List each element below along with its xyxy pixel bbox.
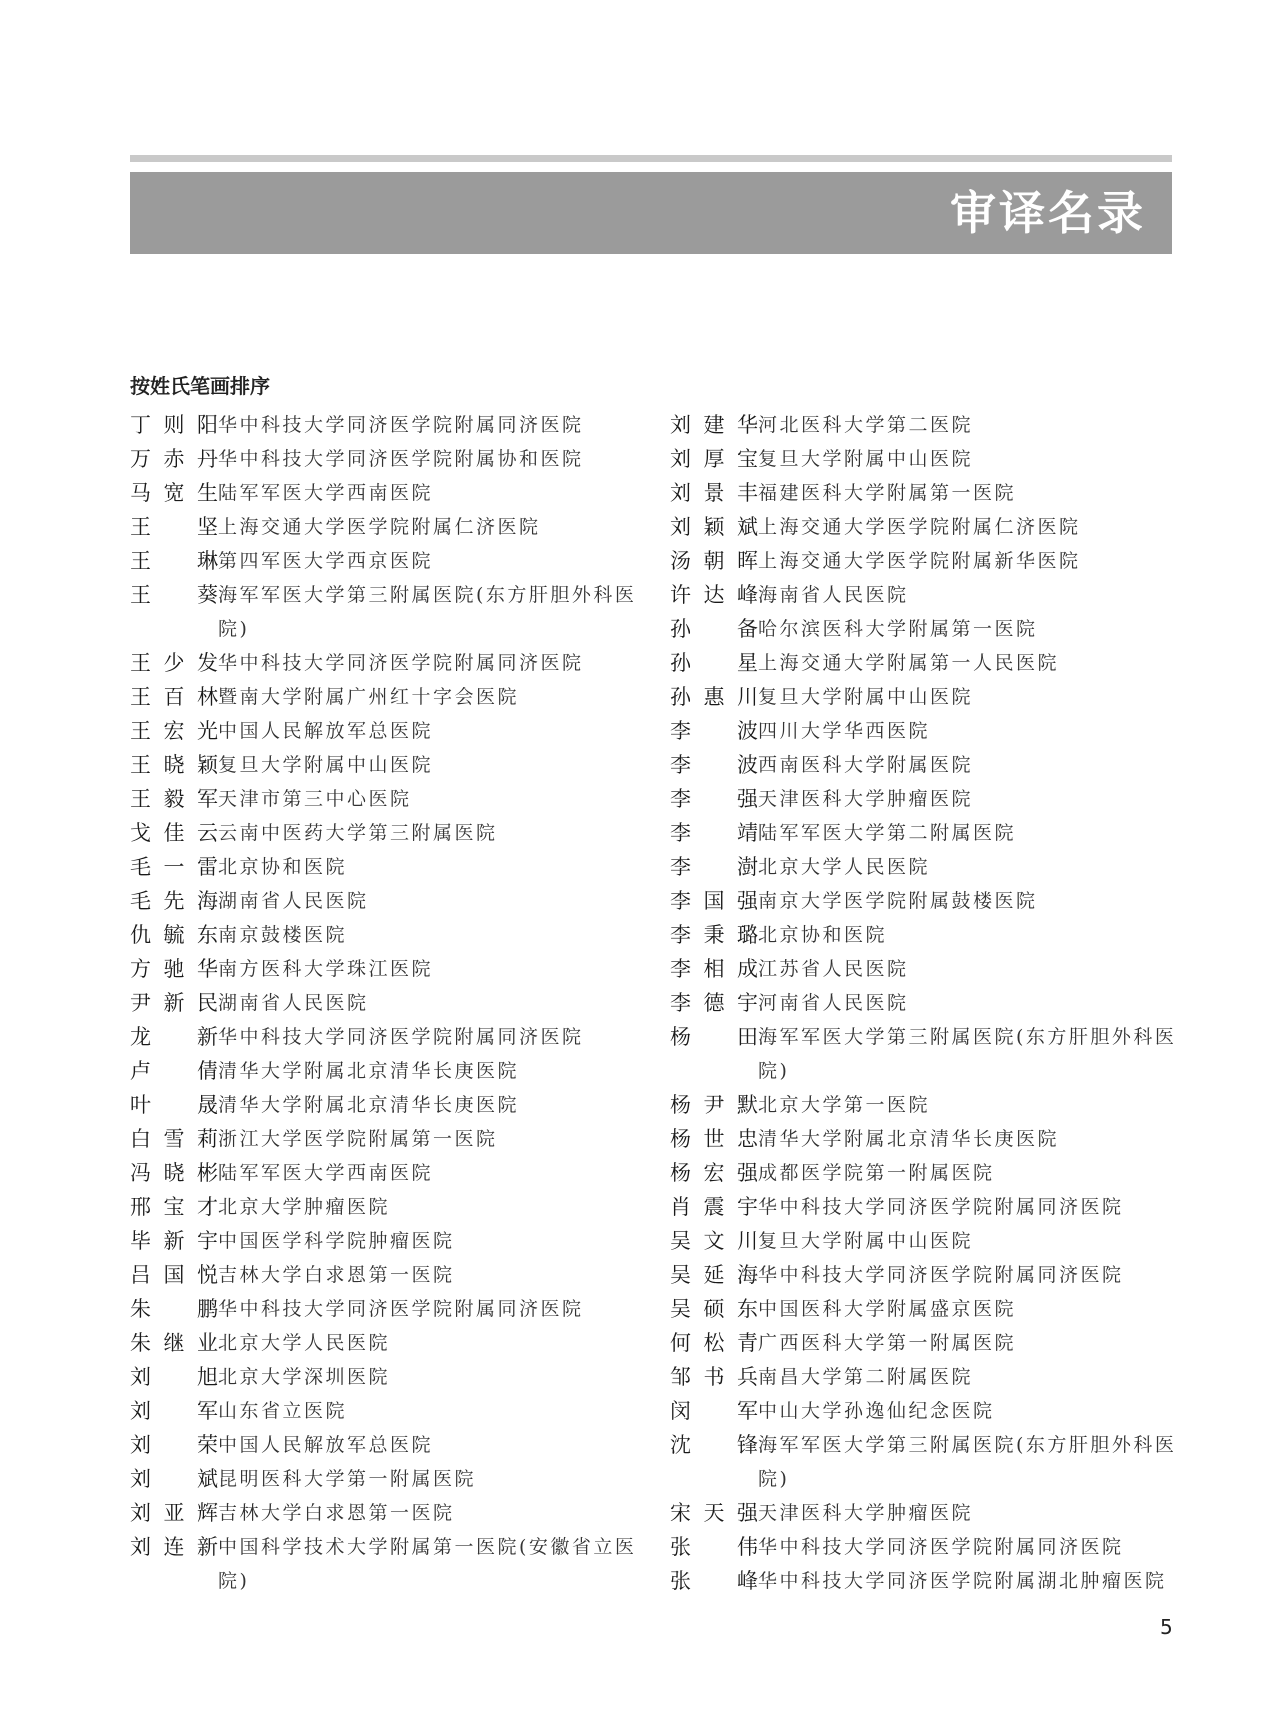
reviewer-entry: [670, 714, 1180, 748]
reviewer-affiliation: 福建医科大学附属第一医院: [758, 482, 1017, 504]
reviewer-entry: [670, 680, 1180, 714]
reviewer-affiliation: 北京大学肿瘤医院: [218, 1196, 391, 1218]
reviewer-affiliation: 哈尔滨医科大学附属第一医院: [758, 618, 1038, 640]
reviewer-entry: [130, 1088, 640, 1122]
reviewer-name: 孙 星: [670, 651, 758, 675]
reviewer-entry: [130, 918, 640, 952]
reviewer-affiliation: 山东省立医院: [218, 1400, 348, 1422]
reviewer-affiliation: 南京大学医学院附属鼓楼医院: [758, 890, 1038, 912]
reviewer-name: 白雪莉: [130, 1127, 218, 1151]
reviewer-affiliation: 清华大学附属北京清华长庚医院: [218, 1060, 520, 1082]
reviewer-name: 吴硕东: [670, 1297, 758, 1321]
reviewer-name: 李德宇: [670, 991, 758, 1015]
reviewer-entry: [130, 1326, 640, 1360]
reviewer-affiliation: 陆军军医大学西南医院: [218, 482, 434, 504]
reviewer-entry: [130, 1020, 640, 1054]
reviewer-affiliation: 中国医科大学附属盛京医院: [758, 1298, 1017, 1320]
reviewer-entry: [130, 1496, 640, 1530]
reviewer-affiliation: 海南省人民医院: [758, 584, 909, 606]
reviewer-name: 闵 军: [670, 1399, 758, 1423]
reviewer-affiliation: 陆军军医大学西南医院: [218, 1162, 434, 1184]
reviewer-affiliation: 北京大学人民医院: [218, 1332, 391, 1354]
reviewer-affiliation: 江苏省人民医院: [758, 958, 909, 980]
reviewer-affiliation: 清华大学附属北京清华长庚医院: [218, 1094, 520, 1116]
reviewer-affiliation: 海军军医大学第三附属医院(东方肝胆外科医院): [758, 1026, 1177, 1082]
reviewer-name: 张 伟: [670, 1535, 758, 1559]
reviewer-affiliation: 南京鼓楼医院: [218, 924, 348, 946]
reviewer-name: 刘厚宝: [670, 447, 758, 471]
reviewer-name: 李秉璐: [670, 923, 758, 947]
reviewer-affiliation: 中山大学孙逸仙纪念医院: [758, 1400, 995, 1422]
reviewer-name: 王百林: [130, 685, 218, 709]
reviewer-affiliation: 复旦大学附属中山医院: [218, 754, 434, 776]
reviewer-affiliation: 中国科学技术大学附属第一医院(安徽省立医院): [218, 1536, 637, 1592]
reviewer-affiliation: 华中科技大学同济医学院附属同济医院: [758, 1264, 1124, 1286]
reviewer-name: 宋天强: [670, 1501, 758, 1525]
reviewer-name: 刘 旭: [130, 1365, 218, 1389]
reviewer-name: 刘亚辉: [130, 1501, 218, 1525]
reviewer-name: 王少发: [130, 651, 218, 675]
reviewer-name: 朱继业: [130, 1331, 218, 1355]
reviewer-entry: [130, 1258, 640, 1292]
reviewer-affiliation: 湖南省人民医院: [218, 992, 369, 1014]
reviewer-affiliation: 天津市第三中心医院: [218, 788, 412, 810]
reviewer-name: 杨 田: [670, 1025, 758, 1049]
reviewer-entry: [670, 1156, 1180, 1190]
reviewer-affiliation: 复旦大学附属中山医院: [758, 686, 974, 708]
reviewer-affiliation: 华中科技大学同济医学院附属同济医院: [218, 414, 584, 436]
reviewer-entry: [670, 884, 1180, 918]
reviewer-name: 马宽生: [130, 481, 218, 505]
reviewer-affiliation: 上海交通大学附属第一人民医院: [758, 652, 1060, 674]
reviewer-entry: [130, 1224, 640, 1258]
reviewer-entry: [130, 680, 640, 714]
reviewer-entry: [130, 1428, 640, 1462]
reviewer-name: 孙 备: [670, 617, 758, 641]
reviewer-affiliation: 河北医科大学第二医院: [758, 414, 974, 436]
reviewer-name: 冯晓彬: [130, 1161, 218, 1185]
reviewer-name: 毕新宇: [130, 1229, 218, 1253]
reviewer-affiliation: 中国人民解放军总医院: [218, 1434, 434, 1456]
reviewer-name: 刘景丰: [670, 481, 758, 505]
reviewer-entry: [130, 782, 640, 816]
reviewer-affiliation: 海军军医大学第三附属医院(东方肝胆外科医院): [758, 1434, 1177, 1490]
reviewer-entry: [670, 612, 1180, 646]
reviewer-entry: [130, 476, 640, 510]
reviewer-affiliation: 华中科技大学同济医学院附属同济医院: [218, 1298, 584, 1320]
reviewer-name: 邢宝才: [130, 1195, 218, 1219]
reviewer-name: 肖震宇: [670, 1195, 758, 1219]
reviewer-name: 李 波: [670, 753, 758, 777]
reviewer-entry: [130, 952, 640, 986]
reviewer-name: 王毅军: [130, 787, 218, 811]
reviewer-affiliation: 南方医科大学珠江医院: [218, 958, 434, 980]
reviewer-affiliation: 复旦大学附属中山医院: [758, 448, 974, 470]
reviewer-entry: [130, 1054, 640, 1088]
reviewer-name: 李国强: [670, 889, 758, 913]
reviewer-affiliation: 北京大学第一医院: [758, 1094, 931, 1116]
reviewer-entry: [670, 510, 1180, 544]
reviewer-entry: [670, 1190, 1180, 1224]
reviewer-entry: [130, 1156, 640, 1190]
reviewer-entry: [130, 884, 640, 918]
reviewer-affiliation: 成都医学院第一附属医院: [758, 1162, 995, 1184]
reviewer-name: 仇毓东: [130, 923, 218, 947]
reviewer-entry: [130, 1122, 640, 1156]
reviewer-name: 孙惠川: [670, 685, 758, 709]
reviewer-entry: [130, 1190, 640, 1224]
reviewer-name: 刘颖斌: [670, 515, 758, 539]
reviewer-entry: [130, 748, 640, 782]
reviewer-affiliation: 北京协和医院: [218, 856, 348, 878]
reviewer-affiliation: 河南省人民医院: [758, 992, 909, 1014]
reviewer-list-left: [130, 408, 640, 1598]
reviewer-affiliation: 昆明医科大学第一附属医院: [218, 1468, 477, 1490]
reviewer-entry: [670, 1326, 1180, 1360]
reviewer-affiliation: 复旦大学附属中山医院: [758, 1230, 974, 1252]
reviewer-entry: [670, 578, 1180, 612]
reviewer-name: 杨宏强: [670, 1161, 758, 1185]
reviewer-affiliation: 北京协和医院: [758, 924, 888, 946]
reviewer-entry: [670, 1224, 1180, 1258]
reviewer-entry: [670, 918, 1180, 952]
reviewer-entry: [670, 748, 1180, 782]
reviewer-entry: [670, 1088, 1180, 1122]
reviewer-name: 毛先海: [130, 889, 218, 913]
reviewer-name: 万赤丹: [130, 447, 218, 471]
reviewer-affiliation: 北京大学深圳医院: [218, 1366, 391, 1388]
reviewer-entry: [130, 1462, 640, 1496]
reviewer-affiliation: 天津医科大学肿瘤医院: [758, 1502, 974, 1524]
reviewer-affiliation: 海军军医大学第三附属医院(东方肝胆外科医院): [218, 584, 637, 640]
reviewer-name: 丁则阳: [130, 413, 218, 437]
reviewer-list-right: [670, 408, 1180, 1598]
reviewer-affiliation: 湖南省人民医院: [218, 890, 369, 912]
reviewer-name: 卢 倩: [130, 1059, 218, 1083]
reviewer-name: 刘 荣: [130, 1433, 218, 1457]
reviewer-entry: [130, 986, 640, 1020]
reviewer-name: 刘 斌: [130, 1467, 218, 1491]
reviewer-name: 李 澍: [670, 855, 758, 879]
reviewer-entry: [130, 1530, 640, 1598]
reviewer-entry: [670, 1394, 1180, 1428]
reviewer-entry: [130, 646, 640, 680]
reviewer-entry: [670, 476, 1180, 510]
reviewer-affiliation: 上海交通大学医学院附属新华医院: [758, 550, 1081, 572]
reviewer-name: 许达峰: [670, 583, 758, 607]
reviewer-name: 方驰华: [130, 957, 218, 981]
reviewer-name: 刘连新: [130, 1535, 218, 1559]
reviewer-affiliation: 清华大学附属北京清华长庚医院: [758, 1128, 1060, 1150]
reviewer-name: 杨尹默: [670, 1093, 758, 1117]
reviewer-name: 龙 新: [130, 1025, 218, 1049]
reviewer-affiliation: 第四军医大学西京医院: [218, 550, 434, 572]
reviewer-entry: [130, 408, 640, 442]
reviewer-entry: [670, 1564, 1180, 1598]
title-band: [130, 172, 1172, 254]
reviewer-entry: [130, 714, 640, 748]
page-title: 审译名录: [950, 186, 1146, 240]
reviewer-affiliation: 中国人民解放军总医院: [218, 720, 434, 742]
reviewer-entry: [670, 782, 1180, 816]
reviewer-affiliation: 陆军军医大学第二附属医院: [758, 822, 1017, 844]
reviewer-affiliation: 华中科技大学同济医学院附属同济医院: [758, 1196, 1124, 1218]
reviewer-affiliation: 西南医科大学附属医院: [758, 754, 974, 776]
reviewer-entry: [670, 850, 1180, 884]
reviewer-name: 沈 锋: [670, 1433, 758, 1457]
reviewer-name: 吴文川: [670, 1229, 758, 1253]
reviewer-name: 王晓颖: [130, 753, 218, 777]
reviewer-entry: [130, 816, 640, 850]
reviewer-name: 吕国悦: [130, 1263, 218, 1287]
reviewer-entry: [130, 1360, 640, 1394]
reviewer-name: 戈佳云: [130, 821, 218, 845]
reviewer-entry: [130, 442, 640, 476]
reviewer-entry: [130, 1292, 640, 1326]
reviewer-name: 李 强: [670, 787, 758, 811]
header-rule: [130, 155, 1172, 162]
reviewer-affiliation: 华中科技大学同济医学院附属协和医院: [218, 448, 584, 470]
reviewer-entry: [670, 1292, 1180, 1326]
reviewer-name: 毛一雷: [130, 855, 218, 879]
reviewer-entry: [670, 816, 1180, 850]
reviewer-name: 刘 军: [130, 1399, 218, 1423]
reviewer-affiliation: 浙江大学医学院附属第一医院: [218, 1128, 498, 1150]
reviewer-entry: [670, 544, 1180, 578]
page-number: 5: [1160, 1615, 1173, 1639]
reviewer-affiliation: 华中科技大学同济医学院附属同济医院: [758, 1536, 1124, 1558]
reviewer-affiliation: 中国医学科学院肿瘤医院: [218, 1230, 455, 1252]
reviewer-affiliation: 上海交通大学医学院附属仁济医院: [758, 516, 1081, 538]
reviewer-name: 何松青: [670, 1331, 758, 1355]
reviewer-entry: [130, 578, 640, 646]
reviewer-affiliation: 华中科技大学同济医学院附属湖北肿瘤医院: [758, 1570, 1167, 1592]
reviewer-entry: [670, 1496, 1180, 1530]
reviewer-name: 邹书兵: [670, 1365, 758, 1389]
reviewer-affiliation: 云南中医药大学第三附属医院: [218, 822, 498, 844]
reviewer-entry: [670, 986, 1180, 1020]
reviewer-name: 尹新民: [130, 991, 218, 1015]
reviewer-entry: [670, 408, 1180, 442]
reviewer-entry: [670, 1428, 1180, 1496]
reviewer-entry: [670, 646, 1180, 680]
reviewer-name: 王 坚: [130, 515, 218, 539]
reviewer-name: 王 琳: [130, 549, 218, 573]
reviewer-entry: [670, 1360, 1180, 1394]
reviewer-affiliation: 吉林大学白求恩第一医院: [218, 1264, 455, 1286]
reviewer-entry: [670, 1020, 1180, 1088]
reviewer-entry: [670, 1122, 1180, 1156]
reviewer-name: 王宏光: [130, 719, 218, 743]
reviewer-name: 李相成: [670, 957, 758, 981]
reviewer-affiliation: 上海交通大学医学院附属仁济医院: [218, 516, 541, 538]
reviewer-affiliation: 暨南大学附属广州红十字会医院: [218, 686, 520, 708]
reviewer-name: 王 葵: [130, 583, 218, 607]
reviewer-affiliation: 北京大学人民医院: [758, 856, 931, 878]
reviewer-name: 叶 晟: [130, 1093, 218, 1117]
reviewer-affiliation: 华中科技大学同济医学院附属同济医院: [218, 1026, 584, 1048]
reviewer-entry: [670, 1530, 1180, 1564]
reviewer-entry: [130, 850, 640, 884]
reviewer-name: 吴延海: [670, 1263, 758, 1287]
reviewer-affiliation: 南昌大学第二附属医院: [758, 1366, 974, 1388]
reviewer-affiliation: 广西医科大学第一附属医院: [758, 1332, 1017, 1354]
reviewer-name: 李 靖: [670, 821, 758, 845]
reviewer-name: 刘建华: [670, 413, 758, 437]
reviewer-affiliation: 吉林大学白求恩第一医院: [218, 1502, 455, 1524]
reviewer-entry: [670, 1258, 1180, 1292]
reviewer-name: 杨世忠: [670, 1127, 758, 1151]
reviewer-name: 李 波: [670, 719, 758, 743]
reviewer-entry: [130, 510, 640, 544]
reviewer-entry: [130, 544, 640, 578]
reviewer-entry: [670, 442, 1180, 476]
reviewer-affiliation: 华中科技大学同济医学院附属同济医院: [218, 652, 584, 674]
reviewer-entry: [130, 1394, 640, 1428]
reviewer-entry: [670, 952, 1180, 986]
reviewer-name: 张 峰: [670, 1569, 758, 1593]
sort-note: 按姓氏笔画排序: [130, 374, 270, 398]
reviewer-name: 朱 鹏: [130, 1297, 218, 1321]
reviewer-affiliation: 天津医科大学肿瘤医院: [758, 788, 974, 810]
reviewer-name: 汤朝晖: [670, 549, 758, 573]
reviewer-affiliation: 四川大学华西医院: [758, 720, 931, 742]
